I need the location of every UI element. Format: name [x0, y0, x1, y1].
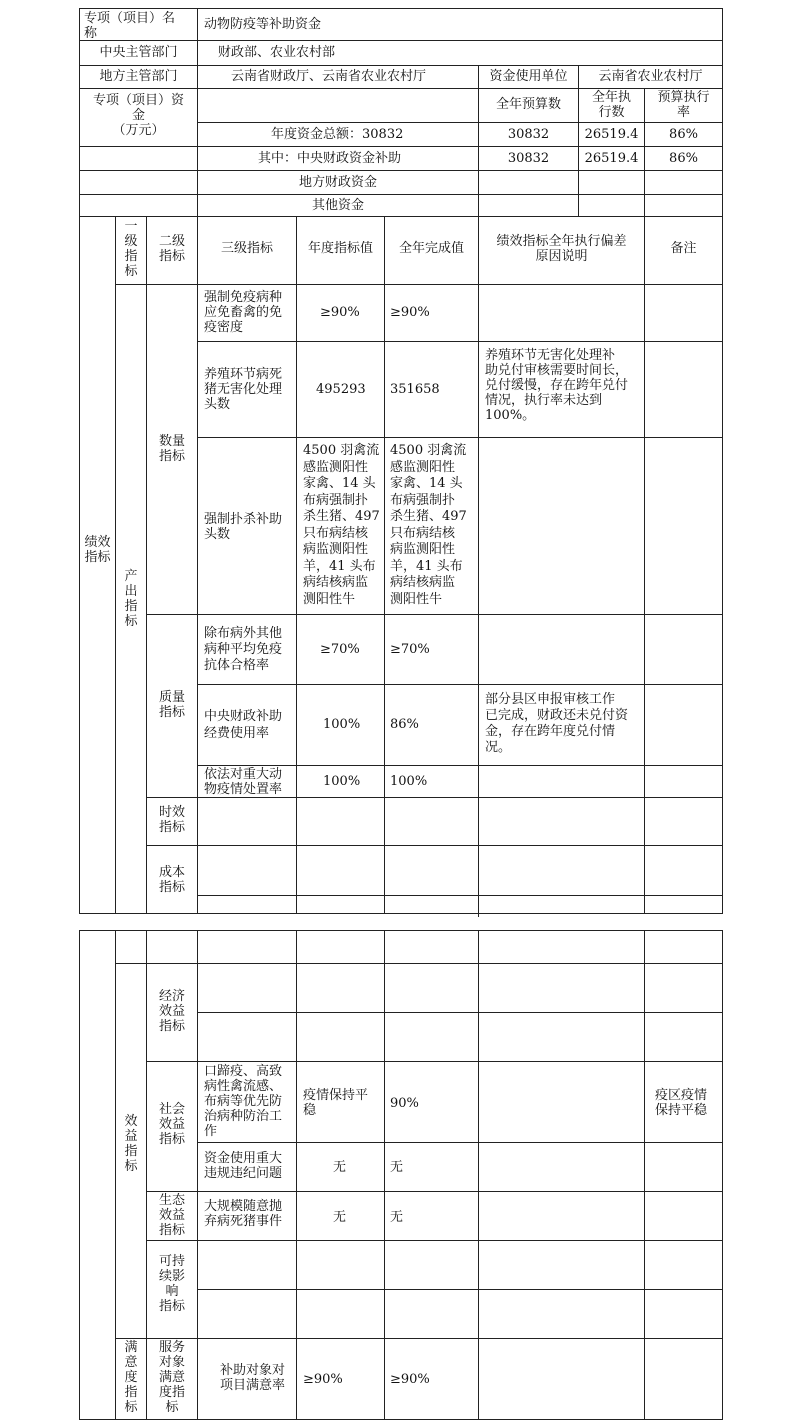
other-funds-label: 其他资金 [311, 198, 364, 213]
project-value: 动物防疫等补助资金 [204, 17, 322, 32]
output-row-target: 4500 羽禽流 感监测阳性 家禽、14 头 布病强制扑 杀生猪、497 只布病结核 病监测阳性 羊，41 头布 病结核病监 测阳性牛 [303, 443, 380, 607]
fund-user-value: 云南省农业农村厅 [598, 69, 703, 84]
output-row-name: 强制扑杀补助 头数 [204, 512, 283, 542]
satisfaction-row-target: ≥90% [303, 1372, 343, 1387]
satisfaction-row-actual: ≥90% [390, 1372, 430, 1387]
output-row-target: 100% [323, 717, 361, 732]
output-row-actual: 86% [390, 717, 419, 732]
level3-header: 三级指标 [220, 241, 273, 256]
output-row-name: 除布病外其他 病种平均免疫 抗体合格率 [204, 626, 283, 673]
output-row-target: 495293 [316, 382, 366, 397]
benefit-row-name: 资金使用重大 违规违纪问题 [204, 1151, 283, 1181]
local-dept-label: 地方主管部门 [99, 69, 178, 84]
output-row-name: 中央财政补助 经费使用率 [204, 709, 283, 741]
total-budget: 30832 [507, 127, 550, 142]
satisfaction-level2-label: 服务 对象 满意 度指 标 [158, 1340, 185, 1415]
output-row-target: ≥90% [320, 305, 360, 320]
satisfaction-level1-label: 满 意 度 指 标 [124, 1340, 138, 1415]
social-indicator-label: 社会 效益 指标 [158, 1102, 185, 1147]
output-row-name: 依法对重大动 物疫情处置率 [204, 767, 283, 797]
central-dept-label: 中央主管部门 [99, 45, 178, 60]
target-header: 年度指标值 [307, 241, 373, 256]
benefit-row-name: 大规模随意抛 弃病死猪事件 [204, 1199, 283, 1229]
level1-header: 一 级 指 标 [124, 219, 138, 279]
output-row-reason: 部分县区申报审核工作 已完成，财政还未兑付资 金，存在跨年度兑付情 况。 [485, 692, 629, 755]
benefit-row-remark: 疫区疫情 保持平稳 [655, 1088, 708, 1118]
col-exec-header: 全年执 行数 [591, 90, 631, 120]
benefit-row-target: 疫情保持平 稳 [303, 1088, 369, 1118]
col-budget-header: 全年预算数 [495, 97, 561, 112]
central-funds-label: 其中：中央财政资金补助 [258, 151, 402, 166]
deviation-header: 绩效指标全年执行偏差 原因说明 [496, 234, 627, 264]
benefit-level1-label: 效 益 指 标 [124, 1114, 138, 1174]
benefit-row-name: 口蹄疫、高致 病性禽流感、 布病等优先防 治病种防治工 作 [204, 1064, 283, 1139]
output-row-actual: ≥90% [390, 305, 430, 320]
timeliness-indicator-label: 时效 指标 [158, 805, 185, 835]
output-row-reason: 养殖环节无害化处理补 助兑付审核需要时间长， 兑付缓慢，存在跨年兑付 情况，执行率未达到 100%。 [485, 348, 629, 423]
benefit-row-actual: 无 [390, 1210, 404, 1225]
central-budget: 30832 [507, 151, 550, 166]
benefit-row-actual: 90% [390, 1096, 419, 1111]
fund-user-label: 资金使用单位 [489, 69, 568, 84]
output-row-actual: 351658 [390, 382, 440, 397]
cost-indicator-label: 成本 指标 [158, 865, 185, 895]
output-row-target: 100% [323, 774, 361, 789]
output-level1-label: 产 出 指 标 [124, 569, 138, 629]
output-row-name: 养殖环节病死 猪无害化处理 头数 [204, 367, 283, 412]
total-rate: 86% [669, 127, 698, 142]
benefit-row-actual: 无 [390, 1160, 404, 1175]
project-label: 专项（项目）名 称 [84, 11, 176, 41]
sustainable-indicator-label: 可持 续影 响 指标 [158, 1254, 185, 1314]
benefit-row-target: 无 [333, 1210, 347, 1225]
col-rate-header: 预算执行 率 [657, 90, 710, 120]
output-row-actual: 100% [390, 774, 428, 789]
satisfaction-row-name: 补助对象对 项目满意率 [220, 1363, 286, 1393]
output-row-name: 强制免疫病种 应免畜禽的免 疫密度 [204, 290, 283, 335]
remark-header: 备注 [670, 241, 697, 256]
local-funds-label: 地方财政资金 [298, 175, 377, 190]
indicator-group-label: 绩效指标 [84, 535, 111, 565]
benefit-row-target: 无 [333, 1160, 347, 1175]
central-exec: 26519.4 [584, 151, 639, 166]
total-funds-label: 年度资金总额：30832 [271, 127, 404, 142]
output-row-actual: ≥70% [390, 642, 430, 657]
quantity-indicator-label: 数量 指标 [158, 434, 185, 464]
actual-header: 全年完成值 [398, 241, 464, 256]
local-dept-value: 云南省财政厅、云南省农业农村厅 [231, 69, 427, 84]
output-row-actual: 4500 羽禽流 感监测阳性 家禽、14 头 布病强制扑 杀生猪、497 只布病结核 病监测阳性 羊，41 头布 病结核病监 测阳性牛 [390, 443, 467, 607]
quality-indicator-label: 质量 指标 [158, 690, 185, 720]
level2-header: 二级 指标 [158, 234, 185, 264]
total-exec: 26519.4 [584, 127, 639, 142]
central-rate: 86% [669, 151, 698, 166]
central-dept-value: 财政部、农业农村部 [218, 45, 336, 60]
economic-indicator-label: 经济 效益 指标 [158, 989, 185, 1034]
ecological-indicator-label: 生态 效益 指标 [158, 1193, 185, 1238]
output-row-target: ≥70% [320, 642, 360, 657]
funds-label: 专项（项目）资 金 （万元） [92, 93, 184, 138]
